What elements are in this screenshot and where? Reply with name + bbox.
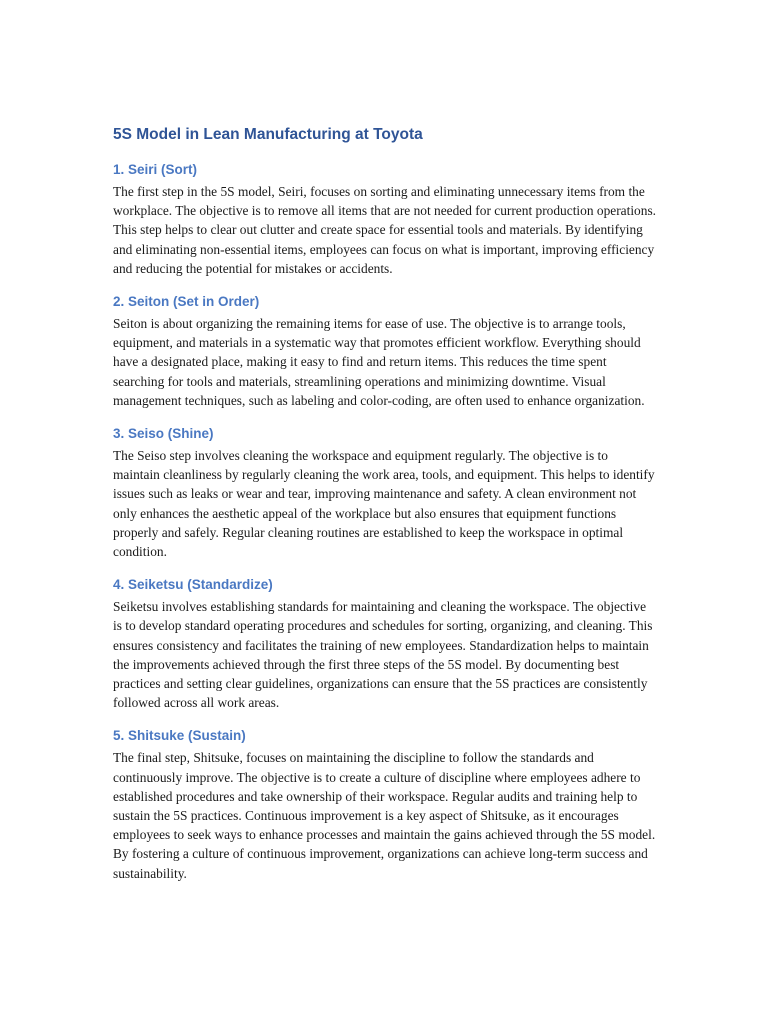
section-heading: 5. Shitsuke (Sustain) bbox=[113, 728, 246, 744]
section-shitsuke bbox=[113, 726, 657, 882]
section-body: The Seiso step involves cleaning the workspace and equipment regularly. The objective is to maintain cleanliness by regularly cleaning the work area, tools, and equipment. This helps to identify issues such as leaks or wear and tear, improving maintenance and safety. A clean environment not only enhances the aesthetic appeal of the workplace but also ensures that equipment functions properly and safely. Regular cleaning routines are established to keep the workspace in optimal condition. bbox=[113, 448, 655, 560]
section-heading: 4. Seiketsu (Standardize) bbox=[113, 577, 273, 593]
section-body: The final step, Shitsuke, focuses on maintaining the discipline to follow the standards and continuously improve. The objective is to create a culture of discipline where employees adhere to established procedures and take ownership of their workspace. Regular audits and training help to sustain the 5S practices. Continuous improvement is a key aspect of Shitsuke, as it encourages employees to seek ways to enhance processes and maintain the gains achieved through the 5S model. By fostering a culture of continuous improvement, organizations can achieve long-term success and sustainability. bbox=[113, 750, 656, 881]
section-body: The first step in the 5S model, Seiri, focuses on sorting and eliminating unnecessary items from the workplace. The objective is to remove all items that are not needed for current production operations. This step helps to clear out clutter and create space for essential tools and materials. By identifying and eliminating non-essential items, employees can focus on what is important, improving efficiency and reducing the potential for mistakes or accidents. bbox=[113, 184, 657, 276]
document-page bbox=[113, 124, 657, 897]
section-heading: 1. Seiri (Sort) bbox=[113, 162, 198, 177]
section-seiketsu bbox=[113, 575, 657, 712]
section-seiso bbox=[113, 424, 657, 561]
section-body: Seiton is about organizing the remaining items for ease of use. The objective is to arrange tools, equipment, and materials in a systematic way that promotes efficient workflow. Everything should have a designated place, making it easy to find and return items. This reduces the time spent searching for tools and materials, streamlining operations and minimizing downtime. Visual management techniques, such as labeling and color-coding, are often used to enhance organization. bbox=[113, 316, 645, 408]
section-seiton bbox=[113, 292, 657, 410]
section-body: Seiketsu involves establishing standards for maintaining and cleaning the workspace. The objective is to develop standard operating procedures and schedules for sorting, organizing, and cleaning. This ensures consistency and facilitates the training of new employees. Standardization helps to maintain the improvements achieved through the first three steps of the 5S model. By documenting best practices and setting clear guidelines, organizations can ensure that the 5S practices are consistently followed across all work areas. bbox=[113, 599, 653, 711]
section-heading: 3. Seiso (Shine) bbox=[113, 426, 214, 442]
document-title: 5S Model in Lean Manufacturing at Toyota bbox=[113, 126, 423, 143]
section-heading: 2. Seiton (Set in Order) bbox=[113, 294, 260, 310]
section-seiri bbox=[113, 160, 657, 278]
